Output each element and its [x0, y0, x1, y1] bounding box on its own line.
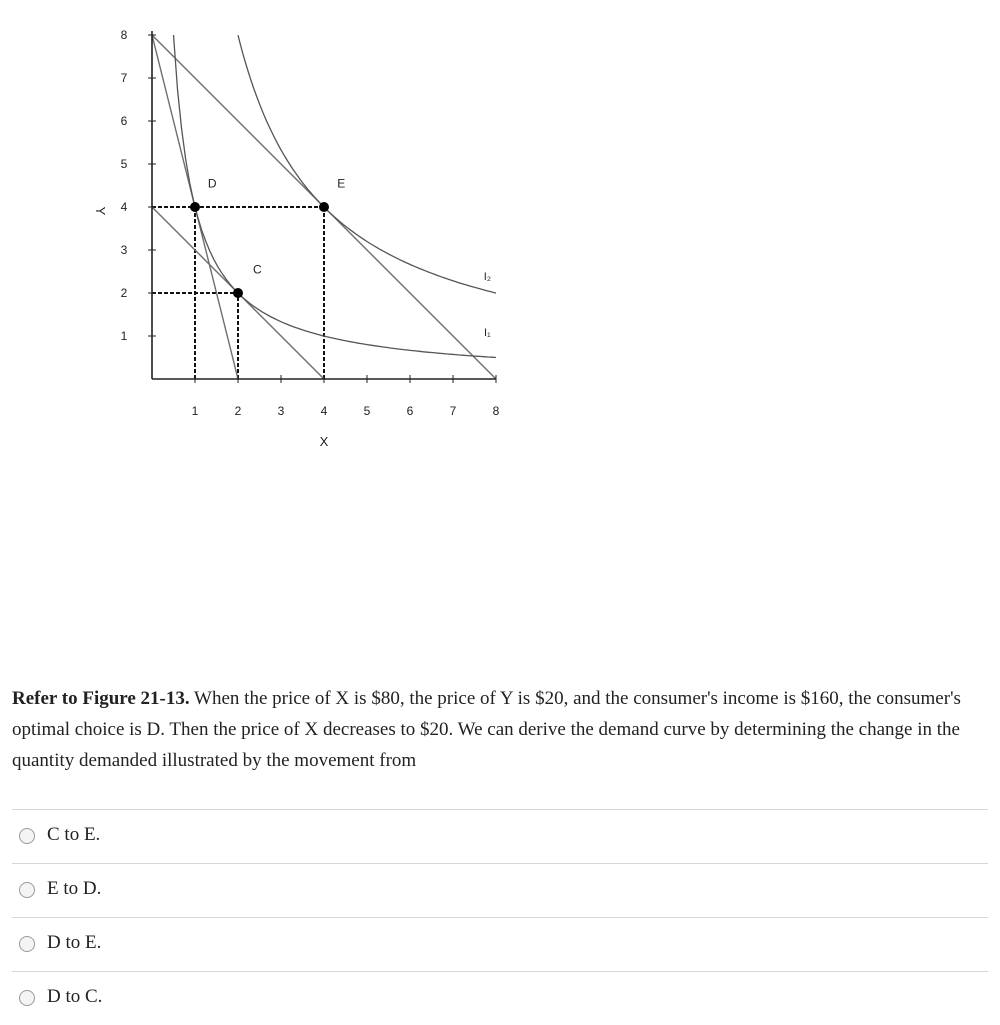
- y-tick-label: 4: [120, 200, 128, 214]
- answer-option-label: D to E.: [47, 932, 102, 953]
- indifference-curve-figure: [0, 0, 560, 470]
- y-tick-label: 7: [120, 71, 128, 85]
- point-label-c: C: [253, 262, 262, 277]
- y-tick-label: 1: [120, 329, 128, 343]
- radio-button[interactable]: [19, 936, 35, 952]
- x-tick-label: 8: [492, 404, 500, 418]
- point-label-e: E: [337, 176, 346, 191]
- curve-label: I₁: [484, 327, 491, 339]
- point-e: [319, 202, 329, 212]
- x-tick-label: 7: [449, 404, 457, 418]
- question-body: When the price of X is $80, the price of Y is $20, and the consumer's income is $160, the consumer's optimal choice is D. Then the price of X decreases to $20. We can derive the demand curve by determining the change in the quantity demanded illustrated by the movement from: [12, 688, 961, 771]
- x-tick-label: 3: [277, 404, 285, 418]
- answer-option-label: D to C.: [47, 986, 103, 1007]
- y-tick-label: 6: [120, 114, 128, 128]
- answer-option[interactable]: [12, 863, 988, 917]
- x-tick-label: 4: [320, 404, 328, 418]
- x-axis-title: X: [319, 434, 329, 449]
- figure-reference: Refer to Figure 21-13.: [12, 688, 190, 709]
- answer-option-label: E to D.: [47, 878, 102, 899]
- curve-label: I₂: [483, 271, 492, 284]
- y-tick-label: 2: [120, 286, 128, 300]
- y-tick-label: 5: [120, 157, 128, 171]
- x-tick-label: 6: [406, 404, 414, 418]
- point-c: [233, 288, 243, 298]
- point-d: [190, 202, 200, 212]
- y-axis-title: Y: [93, 206, 108, 216]
- answer-option[interactable]: [12, 917, 988, 971]
- radio-button[interactable]: [19, 990, 35, 1006]
- x-tick-label: 5: [363, 404, 371, 418]
- radio-button[interactable]: [19, 882, 35, 898]
- radio-button[interactable]: [19, 828, 35, 844]
- answer-options: [12, 809, 988, 1025]
- answer-option-label: C to E.: [47, 824, 101, 845]
- x-tick-label: 2: [234, 404, 242, 418]
- question-text: [12, 683, 988, 776]
- answer-option[interactable]: [12, 971, 988, 1025]
- point-label-d: D: [207, 176, 217, 191]
- indifference-curve: [174, 35, 497, 358]
- y-tick-label: 3: [120, 243, 128, 257]
- answer-option[interactable]: [12, 809, 988, 863]
- x-tick-label: 1: [191, 404, 199, 418]
- indifference-curve: [238, 35, 496, 293]
- y-tick-label: 8: [120, 28, 128, 42]
